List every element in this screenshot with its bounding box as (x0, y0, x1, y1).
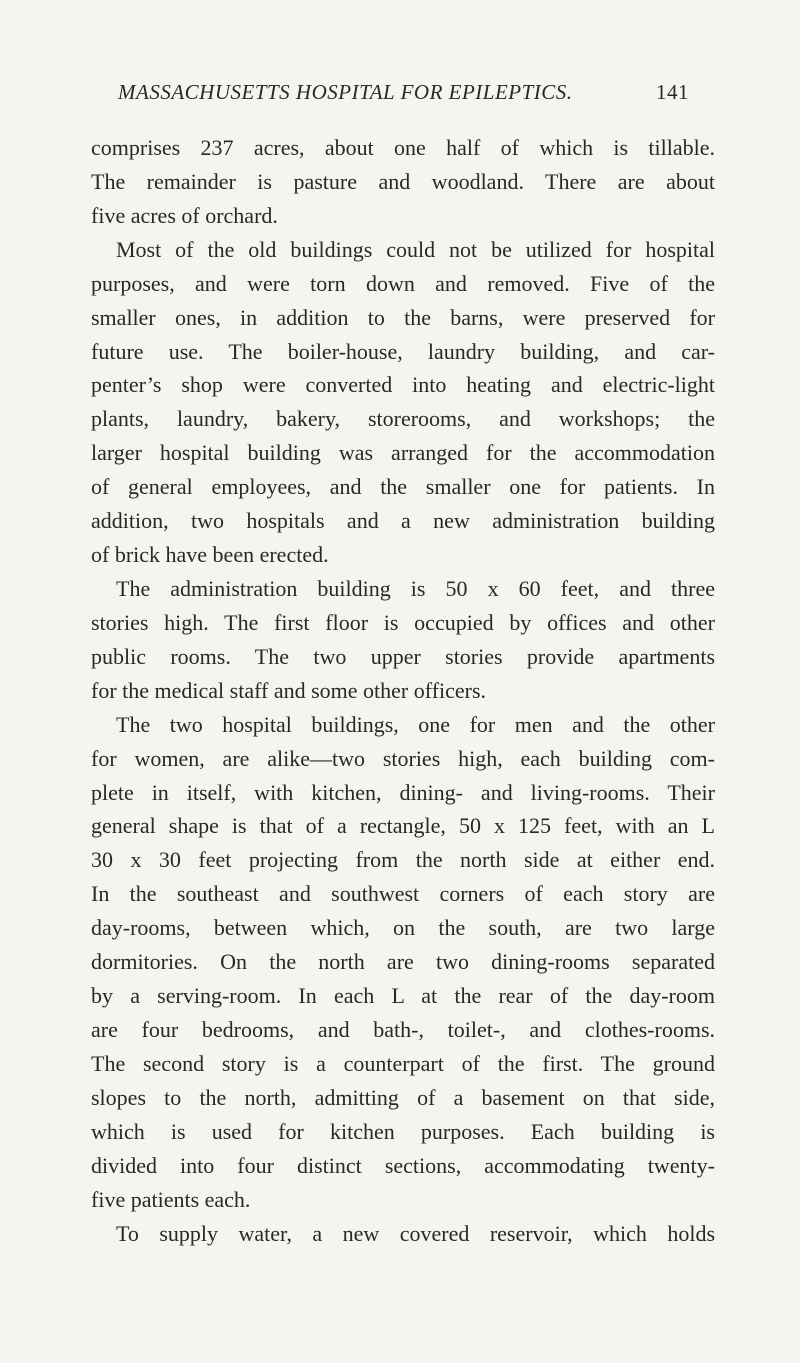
text-line: smaller ones, in addition to the barns, were preserved for (91, 304, 715, 330)
text-line: In the southeast and southwest corners of each story are (91, 881, 715, 907)
text-line: of general employees, and the smaller one for patients. In (91, 474, 715, 500)
text-line: purposes, and were torn down and removed. Five of the (91, 270, 715, 296)
text-line: day-rooms, between which, on the south, are two large (91, 915, 715, 941)
text-line: The two hospital buildings, one for men and the other (116, 711, 715, 737)
text-line: plants, laundry, bakery, storerooms, and workshops; the (91, 406, 715, 432)
text-line: The second story is a counterpart of the first. The ground (91, 1050, 715, 1076)
text-line: comprises 237 acres, about one half of which is tillable. (91, 135, 715, 160)
text-line: five patients each. (91, 1186, 251, 1212)
text-line: slopes to the north, admitting of a basement on that side, (91, 1084, 715, 1110)
text-line: penter’s shop were converted into heating and electric-light (91, 372, 715, 398)
text-line: Most of the old buildings could not be utilized for hospital (116, 236, 715, 262)
text-line: of brick have been erected. (91, 542, 329, 568)
text-line: To supply water, a new covered reservoir, which holds (116, 1220, 715, 1246)
text-line: general shape is that of a rectangle, 50 x 125 feet, with an L (91, 813, 715, 839)
text-line: future use. The boiler-house, laundry building, and car- (91, 338, 715, 364)
text-line: five acres of orchard. (91, 202, 278, 228)
text-line: public rooms. The two upper stories provide apartments (91, 643, 715, 669)
text-line: larger hospital building was arranged for the accommodation (91, 440, 715, 466)
text-line: which is used for kitchen purposes. Each building is (91, 1118, 715, 1144)
running-head-title: MASSACHUSETTS HOSPITAL FOR EPILEPTICS. (118, 80, 573, 104)
text-line: 30 x 30 feet projecting from the north side at either end. (91, 847, 715, 873)
text-line: for women, are alike—two stories high, each building com- (91, 745, 715, 771)
text-line: divided into four distinct sections, accommodating twenty- (91, 1152, 715, 1178)
running-head (118, 76, 689, 110)
body-text (91, 131, 715, 1250)
text-line: are four bedrooms, and bath-, toilet-, and clothes-rooms. (91, 1016, 715, 1042)
page-number: 141 (656, 80, 689, 104)
text-line: addition, two hospitals and a new administration building (91, 508, 715, 534)
text-line: stories high. The first floor is occupied by offices and other (91, 609, 715, 635)
text-line: The remainder is pasture and woodland. There are about (91, 168, 715, 194)
text-line: plete in itself, with kitchen, dining- and living-rooms. Their (91, 779, 715, 805)
text-line: The administration building is 50 x 60 feet, and three (116, 575, 715, 601)
text-line: by a serving-room. In each L at the rear of the day-room (91, 983, 715, 1009)
text-line: dormitories. On the north are two dining-rooms separated (91, 949, 715, 975)
text-line: for the medical staff and some other officers. (91, 677, 487, 703)
